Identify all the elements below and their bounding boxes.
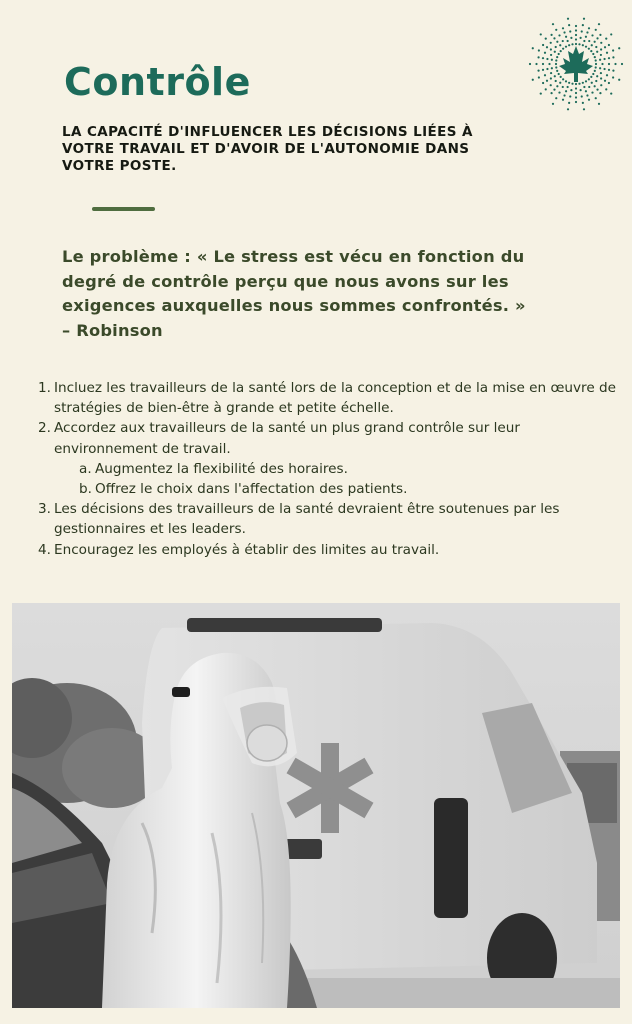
list-number: 1.: [38, 380, 51, 396]
sub-list-item-text: Offrez le choix dans l'affectation des patients.: [95, 481, 408, 498]
quote-line: degré de contrôle perçu que nous avons sur les: [62, 271, 509, 291]
list-number: 3.: [38, 501, 51, 518]
maple-leaf-sunburst-icon: [526, 14, 626, 114]
sub-list: [54, 459, 620, 499]
sub-list-item: [79, 459, 620, 479]
recommendations-list: [38, 378, 620, 560]
sub-list-letter: a.: [79, 460, 92, 477]
list-number: 4.: [38, 541, 51, 558]
list-number: 2.: [38, 420, 51, 437]
list-item-text: Accordez aux travailleurs de la santé un plus grand contrôle sur leur environnement de travail.: [54, 420, 520, 457]
sub-list-item-text: Augmentez la flexibilité des horaires.: [95, 460, 348, 477]
divider: [92, 207, 155, 211]
quote-line: exigences auxquelles nous sommes confrontés. »: [62, 296, 526, 315]
page-title: Contrôle: [64, 60, 251, 104]
sub-list-item: [79, 479, 620, 499]
quote-line: Le problème : « Le stress est vécu en fonction du: [62, 247, 525, 266]
list-item: [38, 418, 620, 499]
list-item: [38, 499, 620, 539]
list-item-text: Encouragez les employés à établir des limites au travail.: [54, 541, 440, 558]
list-item: [38, 378, 620, 418]
health-worker-photo: [12, 603, 620, 1008]
quote-block: [62, 245, 562, 343]
list-item-text: Incluez les travailleurs de la santé lors de la conception et de la mise en œuvre de stratégies de bien-être à grande et petite échelle.: [54, 380, 616, 417]
quote-attribution: – Robinson: [62, 320, 163, 340]
list-item: [38, 540, 620, 560]
page-subtitle: LA CAPACITÉ D'INFLUENCER LES DÉCISIONS LIÉES À VOTRE TRAVAIL ET D'AVOIR DE L'AUTONOMIE DANS VOTRE POSTE.: [62, 124, 473, 174]
list-item-text: Les décisions des travailleurs de la santé devraient être soutenues par les gestionnaires et les leaders.: [54, 501, 560, 538]
sub-list-letter: b.: [79, 481, 92, 498]
